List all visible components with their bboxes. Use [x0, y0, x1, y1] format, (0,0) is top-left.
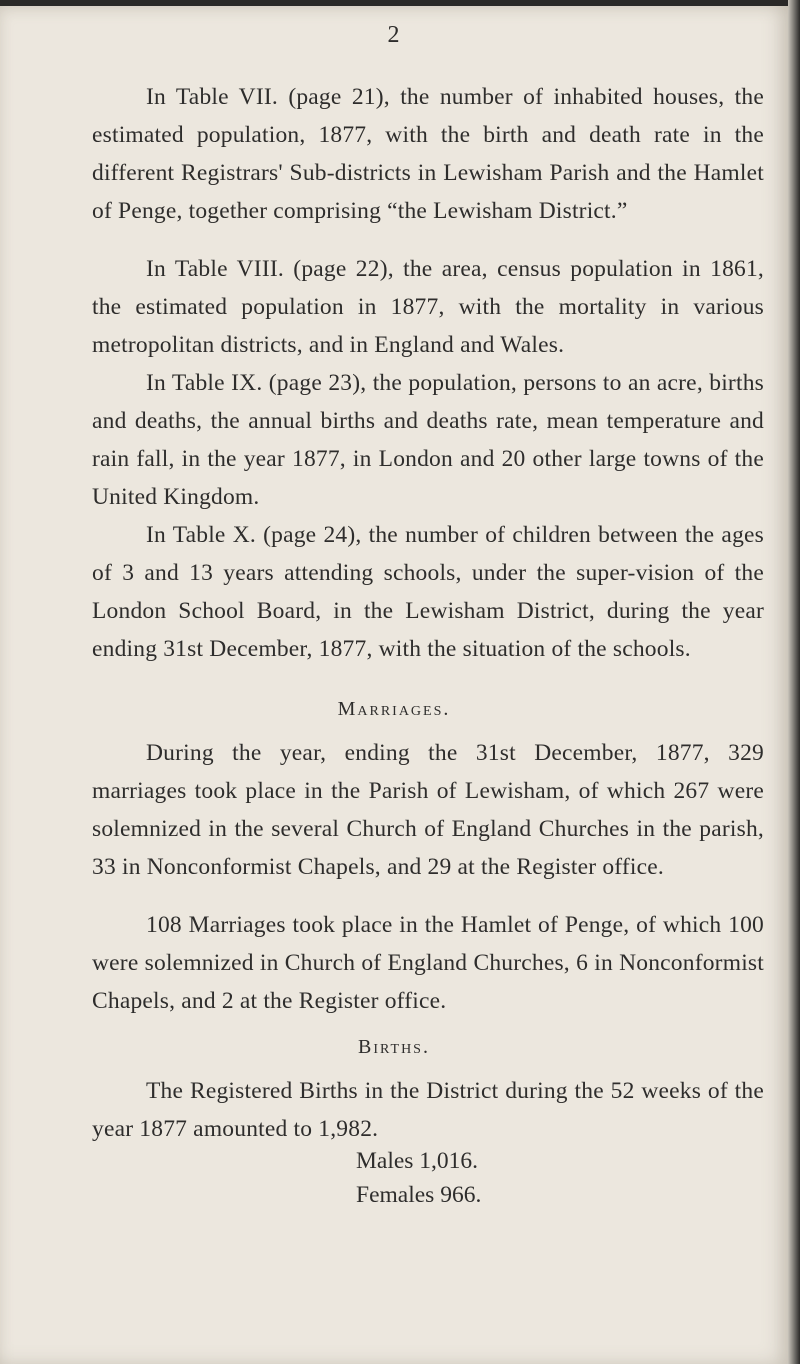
- page-number: 2: [387, 22, 401, 48]
- paragraph-table-viii: In Table VIII. (page 22), the area, census population in 1861, the estimated population in 1877, with the mortality in various metropolitan districts, and in England and Wales.: [92, 256, 764, 358]
- page-right-edge: [788, 0, 800, 1364]
- section-heading-births: Births.: [358, 1036, 430, 1058]
- paragraph-table-ix: In Table IX. (page 23), the population, persons to an acre, births and deaths, the annual births and deaths rate, mean temperature and rain fall, in the year 1877, in London and 20 other large towns of the United Kingdom.: [92, 370, 764, 510]
- births-females: Females 966.: [356, 1182, 482, 1208]
- paragraph-table-x: In Table X. (page 24), the number of children between the ages of 3 and 13 years attending schools, under the super-vision of the London School Board, in the Lewisham District, during the year ending 31st December, 1877, with the situation of the schools.: [92, 522, 764, 662]
- page-top-edge: [0, 0, 800, 6]
- paragraph-table-vii: In Table VII. (page 21), the number of inhabited houses, the estimated population, 1877, with the birth and death rate in the different Registrars' Sub-districts in Lewisham Parish and the Hamlet of Penge, together comprising “the Lewisham District.”: [92, 84, 764, 224]
- paragraph-marriages-penge: 108 Marriages took place in the Hamlet of Penge, of which 100 were solemnized in Church of England Churches, 6 in Nonconformist Chapels, and 2 at the Register office.: [92, 912, 764, 1014]
- paragraph-births: The Registered Births in the District during the 52 weeks of the year 1877 amounted to 1,982.: [92, 1078, 764, 1142]
- section-heading-marriages: Marriages.: [337, 698, 451, 720]
- births-males: Males 1,016.: [356, 1148, 479, 1174]
- paragraph-marriages-lewisham: During the year, ending the 31st December, 1877, 329 marriages took place in the Parish of Lewisham, of which 267 were solemnized in the several Church of England Churches in the parish, 33 in Nonconformist Chapels, and 29 at the Register office.: [92, 740, 764, 880]
